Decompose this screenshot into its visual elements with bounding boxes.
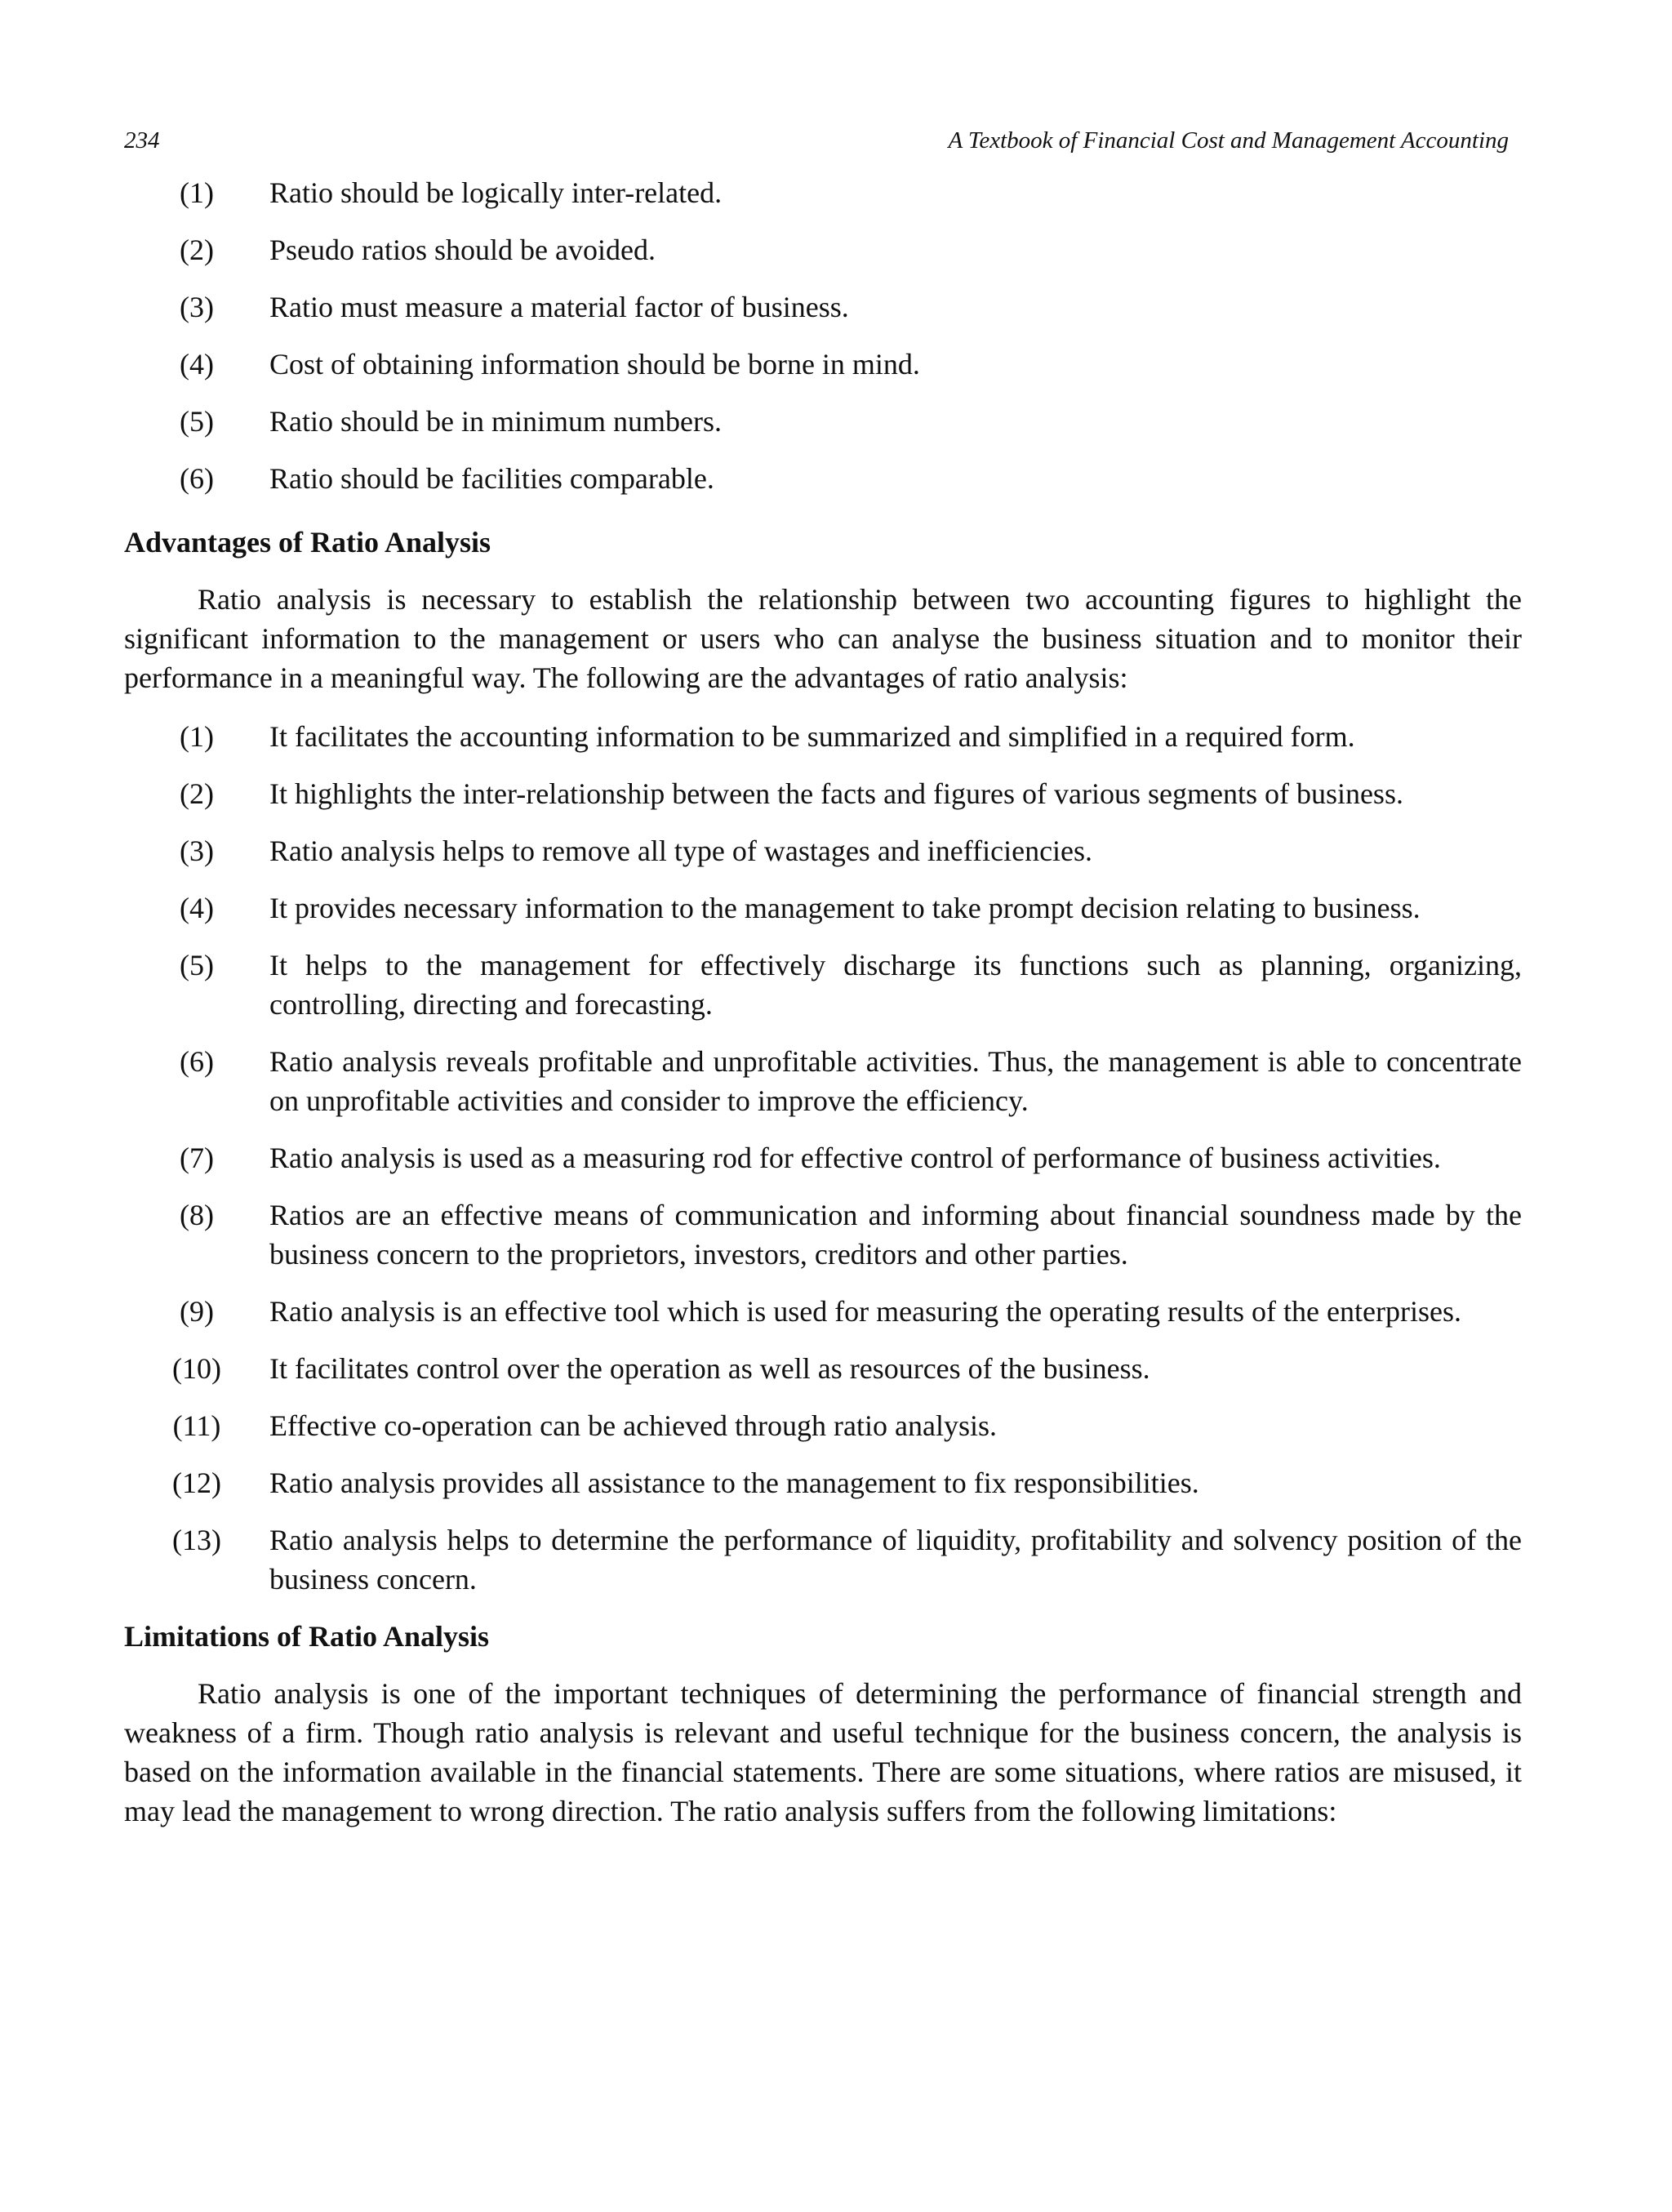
advantages-heading: Advantages of Ratio Analysis bbox=[124, 526, 491, 559]
item-number: (11) bbox=[172, 1409, 221, 1442]
item-number: (13) bbox=[172, 1524, 221, 1556]
list-item bbox=[124, 402, 1522, 459]
list-item bbox=[124, 1292, 1522, 1331]
item-number: (8) bbox=[180, 1199, 214, 1231]
item-text: Pseudo ratios should be avoided. bbox=[269, 234, 656, 266]
item-text: Ratio must measure a material factor of business. bbox=[269, 291, 849, 323]
book-title: A Textbook of Financial Cost and Management Accounting bbox=[948, 127, 1509, 154]
list-item bbox=[124, 1406, 1522, 1445]
item-text: Ratio should be logically inter-related. bbox=[269, 176, 723, 209]
list-item bbox=[124, 230, 1522, 287]
item-number: (7) bbox=[180, 1142, 214, 1174]
item-number: (2) bbox=[180, 234, 214, 266]
item-number: (4) bbox=[180, 892, 214, 924]
running-header bbox=[124, 124, 1509, 157]
item-number: (4) bbox=[180, 348, 214, 381]
item-number: (5) bbox=[180, 405, 214, 438]
item-number: (6) bbox=[180, 1045, 214, 1078]
list-item bbox=[124, 345, 1522, 402]
item-text: Ratios are an effective means of communication and informing about financial soundness made by the business concern to the proprietors, investors, creditors and other parties. bbox=[269, 1199, 1522, 1271]
item-number: (6) bbox=[180, 462, 214, 495]
item-number: (10) bbox=[172, 1352, 221, 1385]
list-item bbox=[124, 287, 1522, 345]
list-item bbox=[124, 831, 1522, 870]
list-item bbox=[124, 1138, 1522, 1177]
item-text: Cost of obtaining information should be borne in mind. bbox=[269, 348, 920, 381]
advantages-list bbox=[124, 717, 1522, 1599]
item-text: Ratio analysis is used as a measuring rod for effective control of performance of business activities. bbox=[269, 1142, 1441, 1174]
item-number: (12) bbox=[172, 1467, 221, 1499]
limitations-heading: Limitations of Ratio Analysis bbox=[124, 1620, 490, 1653]
item-number: (3) bbox=[180, 835, 214, 867]
item-text: Ratio analysis is an effective tool which is used for measuring the operating results of the enterprises. bbox=[269, 1295, 1461, 1328]
item-text: Effective co-operation can be achieved through ratio analysis. bbox=[269, 1409, 997, 1442]
item-text: Ratio analysis helps to determine the performance of liquidity, profitability and solvency position of the business concern. bbox=[269, 1524, 1522, 1596]
item-text: Ratio should be facilities comparable. bbox=[269, 462, 714, 495]
list-item bbox=[124, 946, 1522, 1024]
list-item bbox=[124, 459, 1522, 516]
item-text: Ratio analysis reveals profitable and unprofitable activities. Thus, the management is able to concentrate on unprofitable activities and consider to improve the efficiency. bbox=[269, 1045, 1522, 1117]
item-text: Ratio analysis helps to remove all type of wastages and inefficiencies. bbox=[269, 835, 1093, 867]
item-text: Ratio should be in minimum numbers. bbox=[269, 405, 722, 438]
item-text: It highlights the inter-relationship between the facts and figures of various segments of business. bbox=[269, 777, 1403, 810]
item-text: It provides necessary information to the management to take prompt decision relating to business. bbox=[269, 892, 1421, 924]
principles-list bbox=[124, 173, 1522, 516]
item-text: It facilitates the accounting information to be summarized and simplified in a required form. bbox=[269, 720, 1355, 753]
item-number: (3) bbox=[180, 291, 214, 323]
list-item bbox=[124, 1042, 1522, 1120]
list-item bbox=[124, 888, 1522, 928]
item-number: (9) bbox=[180, 1295, 214, 1328]
list-item bbox=[124, 1463, 1522, 1502]
advantages-intro: Ratio analysis is necessary to establish the relationship between two accounting figures to highlight the significant information to the management or users who can analyse the business situation and to monitor their performance in a meaningful way. The following are the advantages of ratio analysis: bbox=[124, 583, 1522, 694]
item-text: It facilitates control over the operation as well as resources of the business. bbox=[269, 1352, 1150, 1385]
page-content bbox=[124, 173, 1522, 1831]
item-number: (1) bbox=[180, 720, 214, 753]
list-item bbox=[124, 774, 1522, 813]
list-item bbox=[124, 1520, 1522, 1599]
item-number: (5) bbox=[180, 949, 214, 981]
list-item bbox=[124, 1195, 1522, 1274]
item-text: It helps to the management for effectively discharge its functions such as planning, organizing, controlling, directing and forecasting. bbox=[269, 949, 1522, 1021]
page-number: 234 bbox=[124, 127, 160, 154]
list-item bbox=[124, 173, 1522, 230]
limitations-intro: Ratio analysis is one of the important techniques of determining the performance of financial strength and weakness of a firm. Though ratio analysis is relevant and useful technique for the business concern, the analysis is based on the information available in the financial statements. There are some situations, where ratios are misused, it may lead the management to wrong direction. The ratio analysis suffers from the following limitations: bbox=[124, 1677, 1522, 1827]
item-text: Ratio analysis provides all assistance to the management to fix responsibilities. bbox=[269, 1467, 1199, 1499]
item-number: (2) bbox=[180, 777, 214, 810]
item-number: (1) bbox=[180, 176, 214, 209]
list-item bbox=[124, 717, 1522, 756]
list-item bbox=[124, 1349, 1522, 1388]
